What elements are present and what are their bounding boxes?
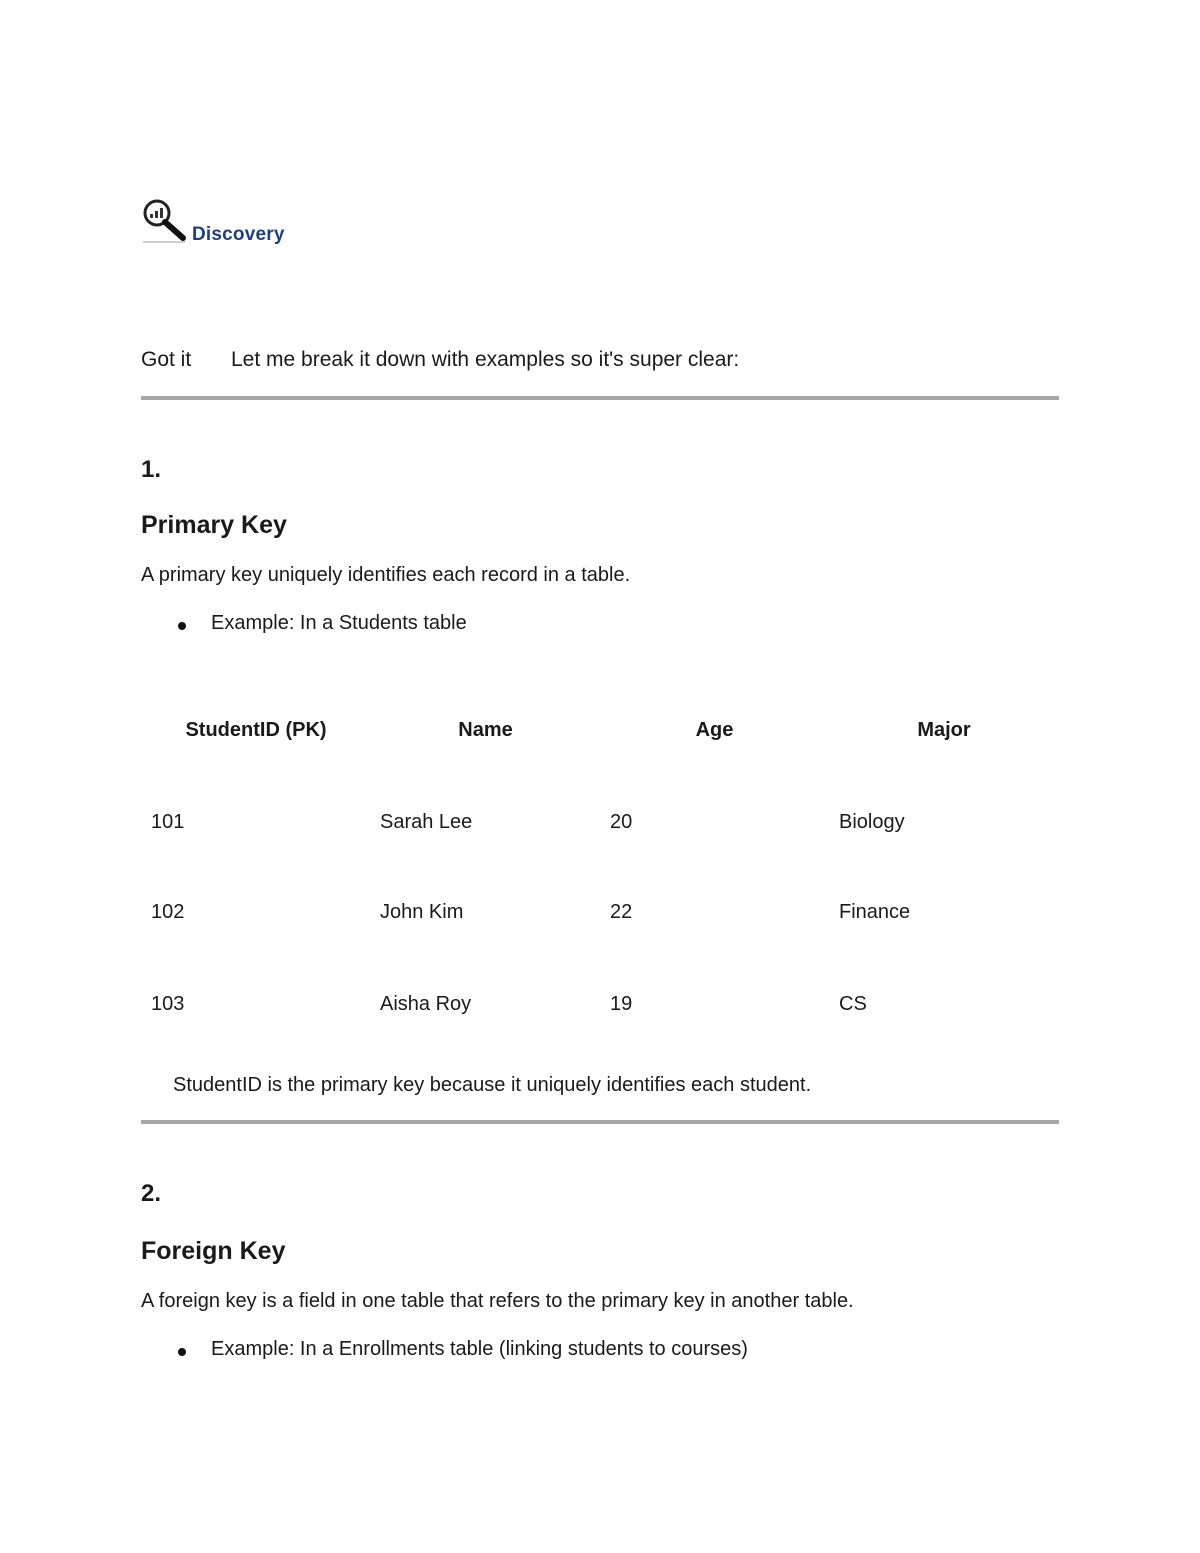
table-cell: Sarah Lee xyxy=(380,811,473,833)
divider xyxy=(141,396,1059,400)
bullet-item xyxy=(176,612,467,635)
table-cell: 102 xyxy=(151,901,185,923)
table-cell: 101 xyxy=(151,811,185,833)
table-cell: CS xyxy=(839,993,867,1015)
table-cell: Finance xyxy=(839,901,911,923)
table-cell: 20 xyxy=(610,811,633,833)
table-cell: 22 xyxy=(610,901,633,923)
table-header: Name xyxy=(458,719,513,741)
section-number: 2. xyxy=(141,1180,162,1207)
table-header: Age xyxy=(695,719,734,741)
table-header: StudentID (PK) xyxy=(185,719,327,741)
bullet-text: Example: In a Students table xyxy=(211,612,467,634)
table-header: Major xyxy=(917,719,971,741)
intro-text: Let me break it down with examples so it's super clear: xyxy=(231,348,740,371)
bullet-dot-icon xyxy=(178,622,186,630)
section-description: A primary key uniquely identifies each record in a table. xyxy=(141,564,631,586)
table-cell: John Kim xyxy=(380,901,464,923)
intro-lead: Got it xyxy=(141,348,192,371)
intro-line xyxy=(141,348,739,372)
table-cell: Aisha Roy xyxy=(380,993,472,1015)
table-note: StudentID is the primary key because it uniquely identifies each student. xyxy=(173,1074,812,1096)
section-title: Primary Key xyxy=(141,511,287,539)
bullet-item xyxy=(176,1338,748,1361)
logo-text: Discovery xyxy=(192,224,285,245)
section-number: 1. xyxy=(141,456,162,483)
table-cell: 19 xyxy=(610,993,633,1015)
table-cell: 103 xyxy=(151,993,185,1015)
magnifier-chart-icon xyxy=(141,197,189,245)
table-cell: Biology xyxy=(839,811,905,833)
divider xyxy=(141,1120,1059,1124)
bullet-dot-icon xyxy=(178,1348,186,1356)
bullet-text: Example: In a Enrollments table (linking students to courses) xyxy=(211,1338,748,1360)
section-title: Foreign Key xyxy=(141,1237,286,1265)
section-description: A foreign key is a field in one table that refers to the primary key in another table. xyxy=(141,1290,854,1312)
discovery-logo xyxy=(141,197,301,247)
